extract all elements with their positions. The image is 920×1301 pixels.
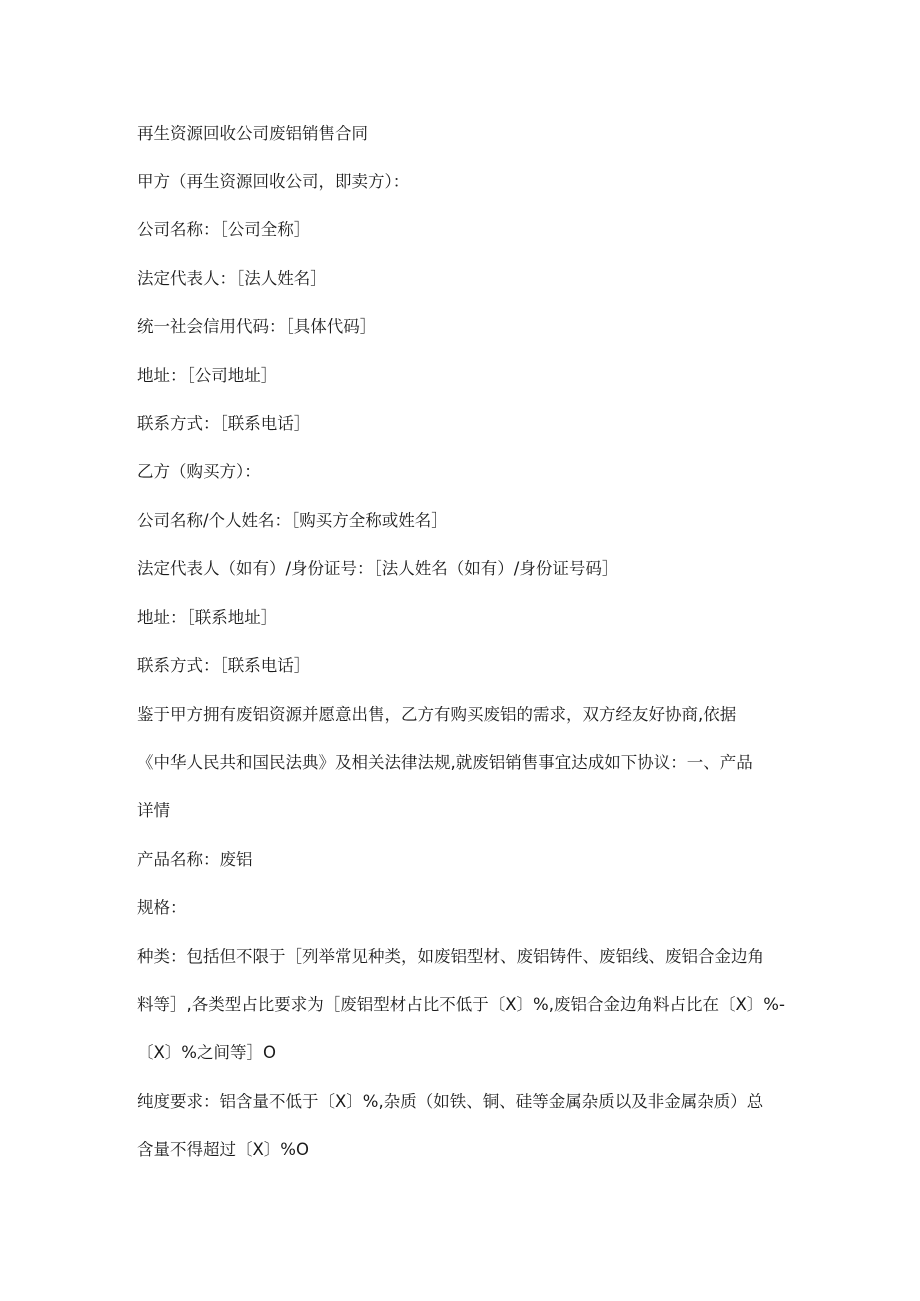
party-a-address: 地址：［公司地址］ — [137, 366, 278, 385]
party-a-company-name: 公司名称：［公司全称］ — [137, 220, 311, 239]
party-b-address: 地址：［联系地址］ — [137, 608, 278, 627]
party-b-legal-rep-id: 法定代表人（如有）/身份证号：［法人姓名（如有）/身份证号码］ — [137, 559, 619, 578]
spec-label: 规格： — [137, 898, 187, 917]
party-a-contact: 联系方式：［联系电话］ — [137, 414, 311, 433]
category-line-3: 〔X〕%之间等］O — [137, 1043, 276, 1062]
product-name: 产品名称：废铝 — [137, 850, 253, 869]
party-a-legal-rep: 法定代表人：［法人姓名］ — [137, 269, 327, 288]
purity-line-2: 含量不得超过〔X〕%O — [137, 1140, 309, 1159]
preamble-line-3: 详情 — [137, 801, 170, 820]
purity-line-1: 纯度要求：铝含量不低于〔X〕%,杂质（如铁、铜、硅等金属杂质以及非金属杂质）总 — [137, 1092, 764, 1111]
preamble-line-1: 鉴于甲方拥有废铝资源并愿意出售，乙方有购买废铝的需求，双方经友好协商,依据 — [137, 705, 737, 724]
party-b-contact: 联系方式：［联系电话］ — [137, 656, 311, 675]
contract-title: 再生资源回收公司废铝销售合同 — [137, 124, 368, 143]
party-a-credit-code: 统一社会信用代码：［具体代码］ — [137, 317, 377, 336]
preamble-line-2: 《中华人民共和国民法典》及相关法律法规,就废铝销售事宜达成如下协议：一、产品 — [137, 753, 753, 772]
category-line-1: 种类：包括但不限于［列举常见种类，如废铝型材、废铝铸件、废铝线、废铝合金边角 — [137, 947, 764, 966]
category-line-2: 料等］,各类型占比要求为［废铝型材占比不低于〔X〕%,废铝合金边角料占比在〔X〕%- — [137, 995, 785, 1014]
party-b-heading: 乙方（购买方）： — [137, 462, 261, 481]
party-b-name: 公司名称/个人姓名：［购买方全称或姓名］ — [137, 511, 448, 530]
party-a-heading: 甲方（再生资源回收公司，即卖方）： — [137, 172, 410, 191]
